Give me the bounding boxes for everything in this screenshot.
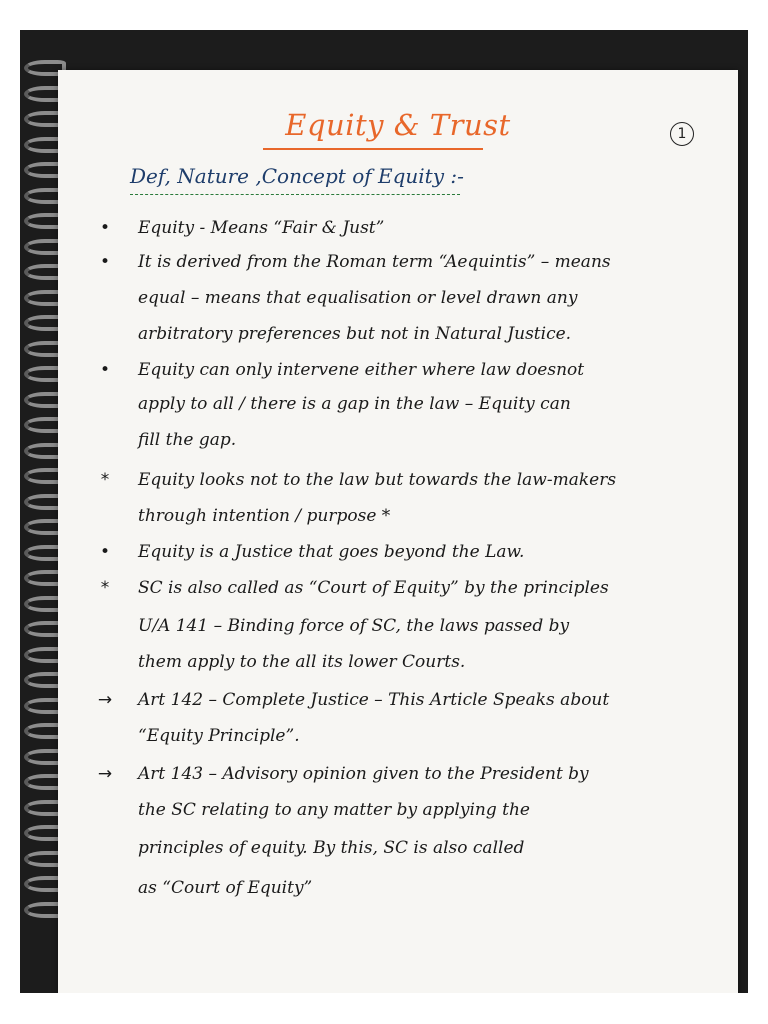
page-number: 1 (670, 122, 694, 146)
line-marker: * (100, 578, 110, 598)
title-underline (263, 148, 483, 150)
notebook-photo (20, 30, 748, 993)
note-line: through intention / purpose * (138, 506, 391, 526)
note-line: equal – means that equalisation or level drawn any (138, 288, 578, 308)
notebook-page (58, 70, 738, 993)
section-heading: Def, Nature ,Concept of Equity :- (130, 164, 464, 188)
note-line: principles of equity. By this, SC is also called (138, 838, 525, 858)
note-line: Equity - Means “Fair & Just” (138, 218, 385, 238)
heading-underline (130, 194, 460, 195)
line-marker: * (100, 470, 110, 490)
note-line: Equity looks not to the law but towards the law-makers (138, 470, 617, 490)
note-line: fill the gap. (138, 430, 237, 450)
note-line: them apply to the all its lower Courts. (138, 652, 466, 672)
line-marker: → (97, 690, 113, 710)
note-line: as “Court of Equity” (138, 878, 313, 898)
note-line: Art 142 – Complete Justice – This Article Speaks about (138, 690, 610, 710)
note-line: arbitratory preferences but not in Natural Justice. (138, 324, 572, 344)
note-line: Equity is a Justice that goes beyond the Law. (138, 542, 525, 562)
line-marker: • (99, 218, 111, 238)
page-title: Equity & Trust (285, 108, 511, 142)
note-line: apply to all / there is a gap in the law – Equity can (138, 394, 571, 414)
note-line: Art 143 – Advisory opinion given to the President by (138, 764, 589, 784)
line-marker: → (97, 764, 113, 784)
note-line: U/A 141 – Binding force of SC, the laws passed by (138, 616, 570, 636)
note-line: “Equity Principle”. (138, 726, 300, 746)
note-line: It is derived from the Roman term “Aequintis” – means (138, 252, 611, 272)
line-marker: • (99, 360, 111, 380)
line-marker: • (99, 542, 111, 562)
note-line: Equity can only intervene either where law doesnot (138, 360, 585, 380)
note-line: the SC relating to any matter by applying the (138, 800, 530, 820)
line-marker: • (99, 252, 111, 272)
note-line: SC is also called as “Court of Equity” by the principles (138, 578, 609, 598)
